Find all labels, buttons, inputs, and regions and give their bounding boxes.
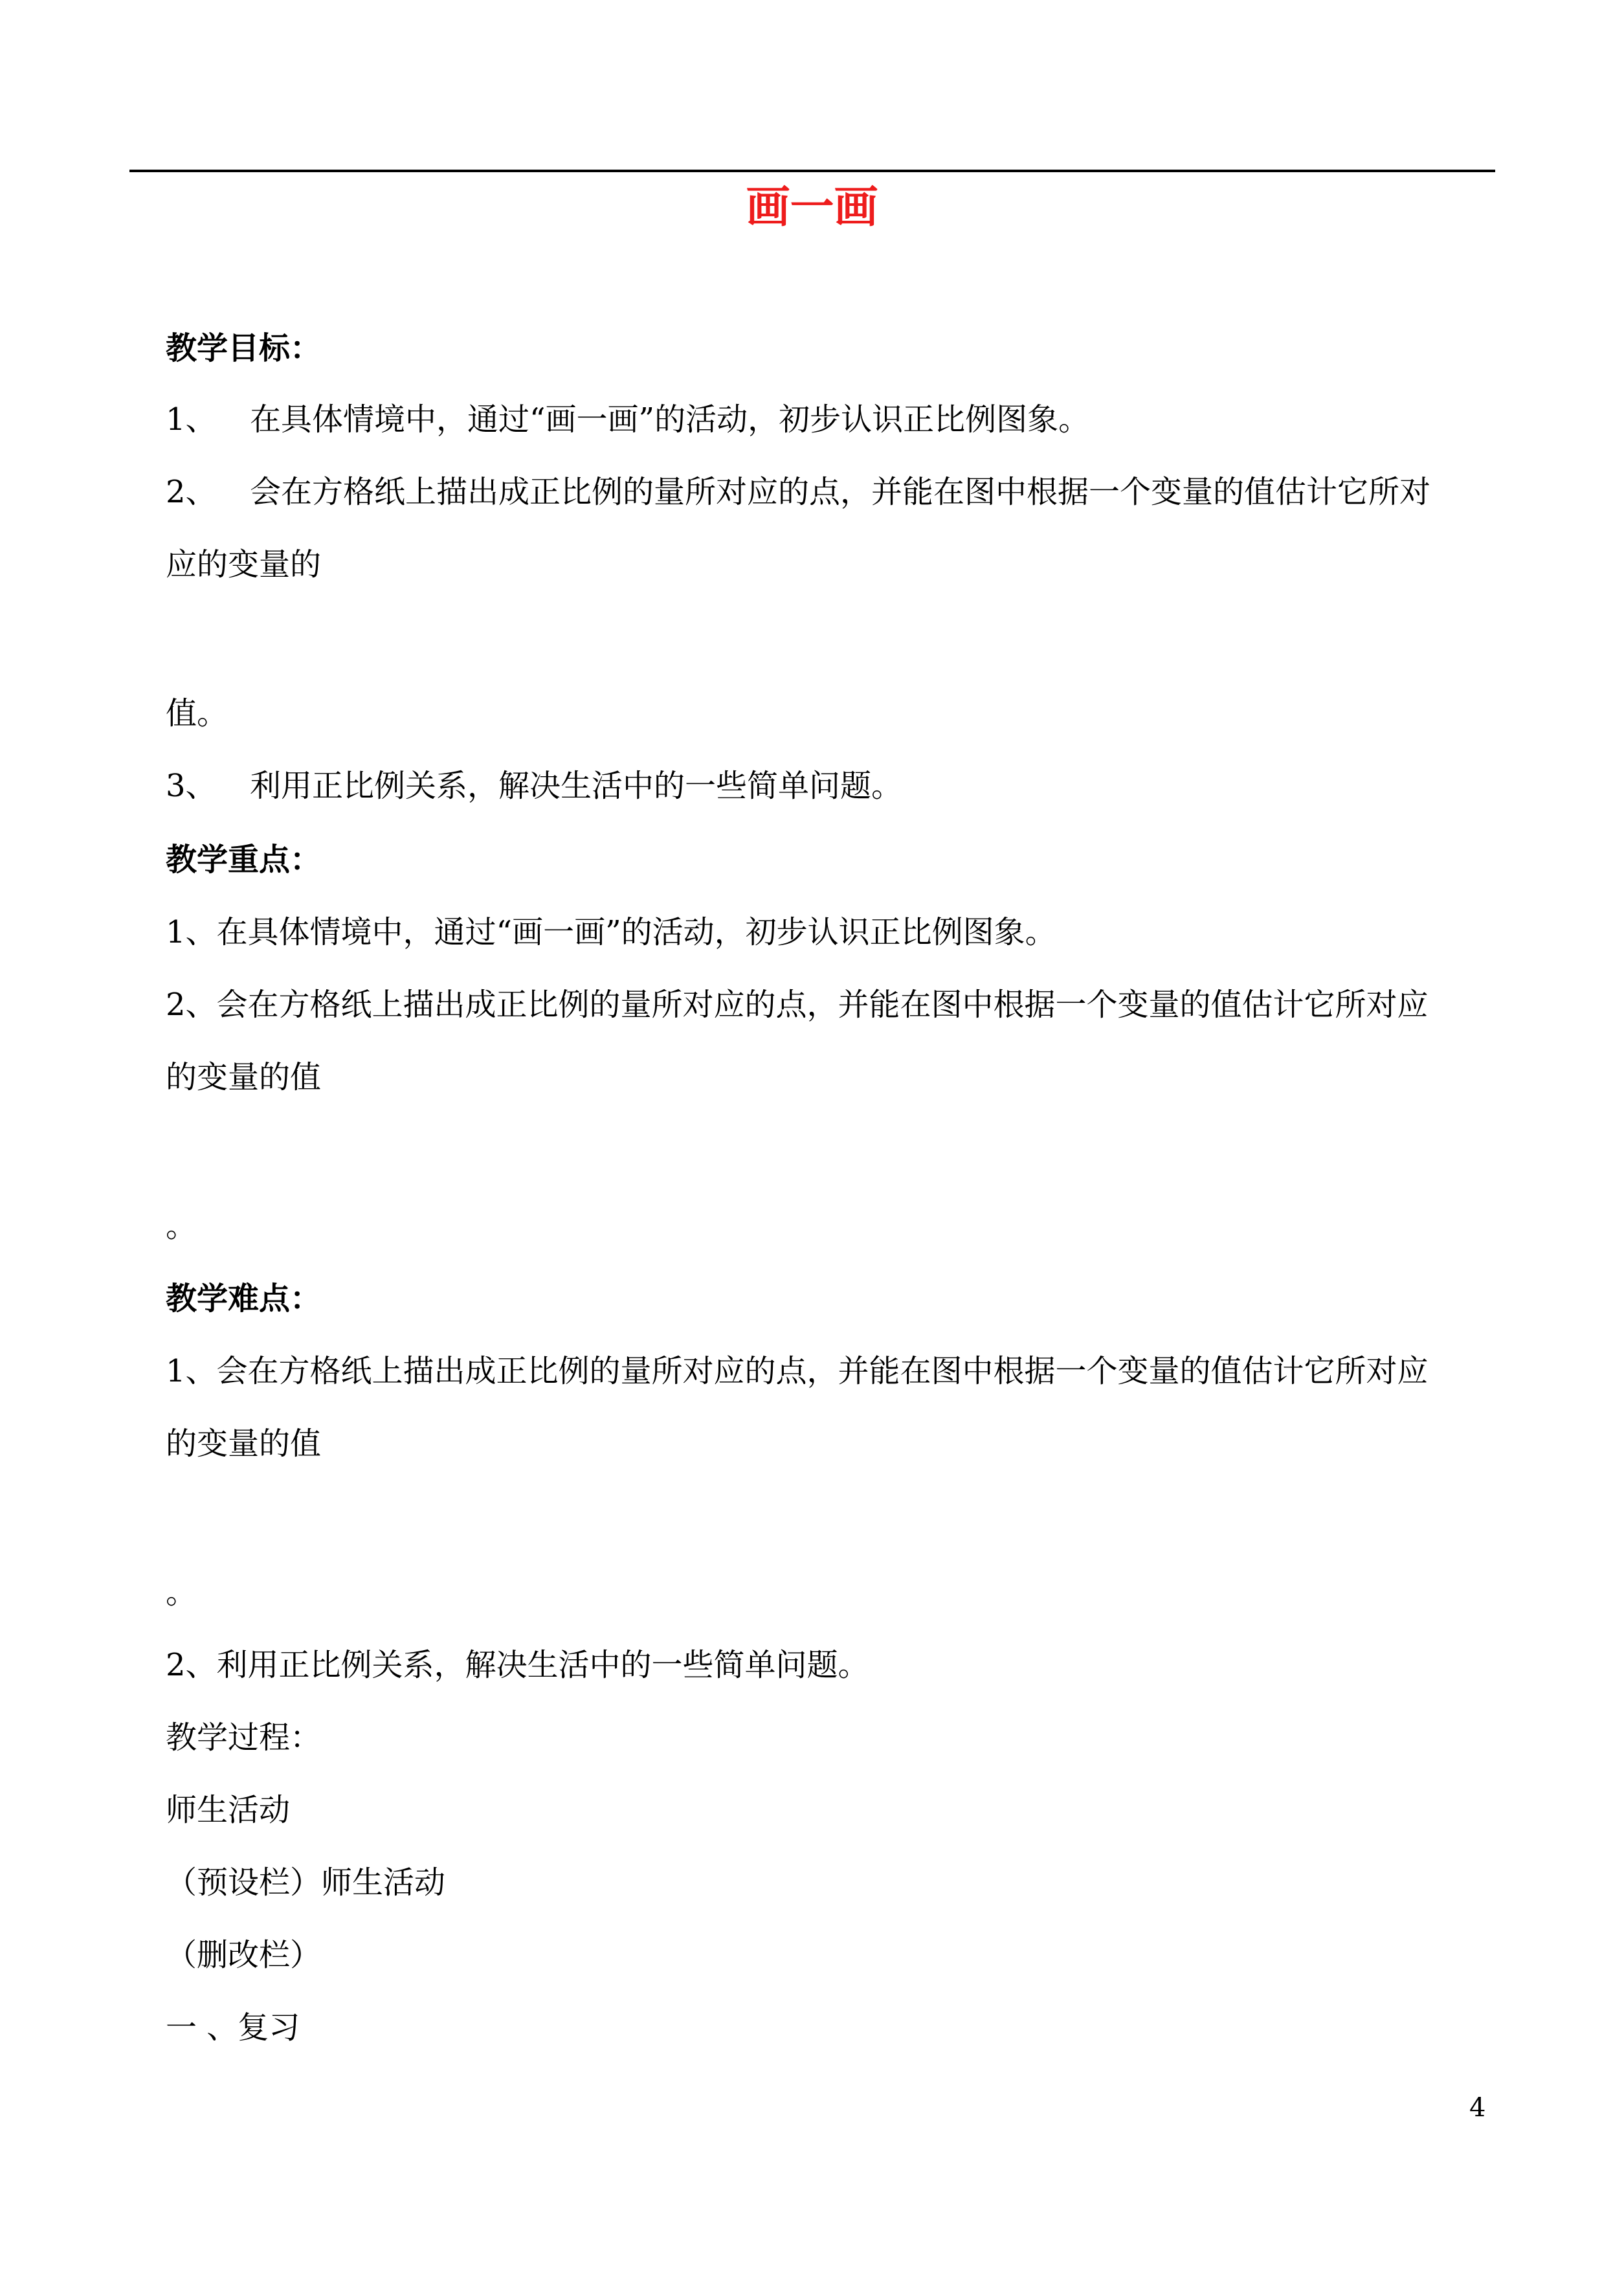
header-rule [129, 170, 1495, 172]
difficulty-line-3: 。 [166, 1574, 197, 1611]
goal-item-2-tail: 值。 [166, 695, 228, 732]
difficulty-line-4: 2、利用正比例关系，解决生活中的一些简单问题。 [166, 1647, 869, 1683]
key-point-line-3: 的变量的值 [166, 1059, 322, 1095]
process-line-4: 一 、复习 [166, 2009, 300, 2046]
process-heading: 教学过程： [166, 1719, 322, 1756]
goals-heading: 教学目标： [166, 330, 322, 366]
key-point-line-2: 2、会在方格纸上描出成正比例的量所对应的点，并能在图中根据一个变量的值估计它所对应 [166, 987, 1429, 1023]
goal-item-2 [166, 471, 1430, 513]
process-line-1: 师生活动 [166, 1792, 291, 1828]
page-title: 画一画 [746, 181, 878, 233]
difficulty-line-2: 的变量的值 [166, 1426, 322, 1462]
goal-item-3-text: 利用正比例关系，解决生活中的一些简单问题。 [250, 768, 903, 804]
key-point-line-1: 1、在具体情境中，通过“画一画”的活动，初步认识正比例图象。 [166, 914, 1056, 950]
difficulty-line-1: 1、会在方格纸上描出成正比例的量所对应的点，并能在图中根据一个变量的值估计它所对应 [166, 1353, 1429, 1389]
goal-item-2-continuation: 应的变量的 [166, 546, 322, 583]
goal-item-1-number: 1、 [166, 401, 217, 438]
goal-item-2-text: 会在方格纸上描出成正比例的量所对应的点，并能在图中根据一个变量的值估计它所对 [250, 474, 1431, 510]
goal-item-3 [166, 765, 902, 807]
difficulties-heading: 教学难点： [166, 1281, 322, 1317]
key-points-heading: 教学重点： [166, 842, 322, 878]
page-number: 4 [1469, 2093, 1486, 2123]
process-line-2: （预设栏）师生活动 [166, 1864, 446, 1901]
goal-item-3-number: 3、 [166, 768, 217, 804]
goal-item-2-number: 2、 [166, 474, 217, 510]
goal-item-1 [166, 399, 1089, 440]
key-point-line-4: 。 [166, 1208, 197, 1244]
process-line-3: （删改栏） [166, 1937, 322, 1973]
goal-item-1-text: 在具体情境中，通过“画一画”的活动，初步认识正比例图象。 [250, 401, 1090, 438]
